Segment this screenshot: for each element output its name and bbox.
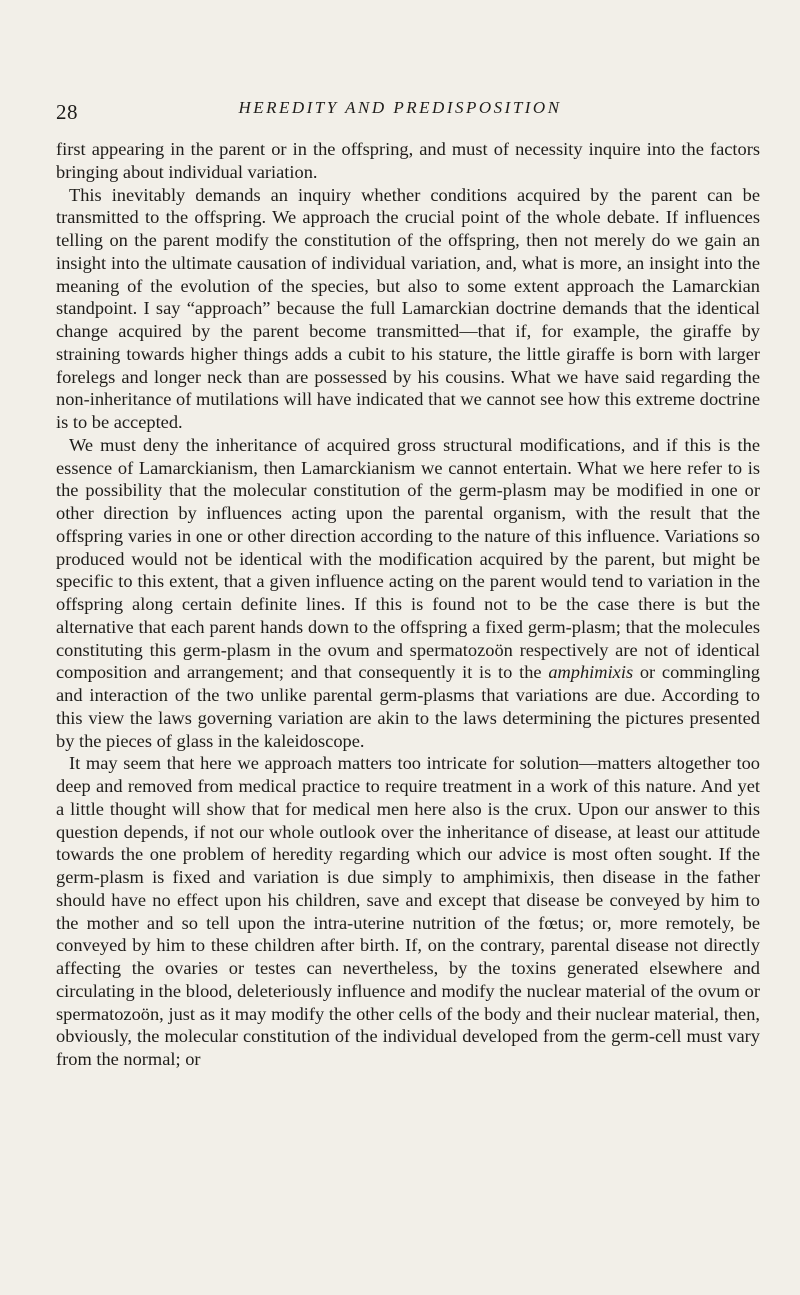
paragraph-germ-plasm-text-b: or commingling and interaction of the two unlike parental germ-plasms that variations are due. According to this view the laws governing variation are akin to the laws determining the pictures presented by the pieces of glass in the kaleidoscope. xyxy=(56,662,760,751)
paragraph-germ-plasm xyxy=(56,434,760,753)
paragraph-continued: first appearing in the parent or in the offspring, and must of necessity inquire into the factors bringing about individual variation. xyxy=(56,139,760,182)
emphasis-amphimixis: amphimixis xyxy=(548,662,634,683)
paragraph-medical-crux: It may seem that here we approach matters too intricate for solution—matters altogether too deep and removed from medical practice to require treatment in a work of this nature. And yet a little thought will show that for medical men here also is the crux. Upon our answer to this question depends, if not our whole outlook over the inheritance of disease, at least our attitude towards the one problem of heredity regarding which our advice is most often sought. If the germ-plasm is fixed and variation is due simply to amphimixis, then disease in the father should have no effect upon his children, save and except that disease be conveyed by him to the mother and so tell upon the intra-uterine nutrition of the fœtus; or, more remotely, be conveyed by him to these children after birth. If, on the contrary, parental disease not directly affecting the ovaries or testes can nevertheless, by the toxins generated elsewhere and circulating in the blood, deleteriously influence and modify the nuclear material of the ovum or spermatozoön, just as it may modify the other cells of the body and their nuclear material, then, obviously, the molecular constitution of the individual developed from the germ-cell must vary from the normal; or xyxy=(56,753,760,1069)
page-number: 28 xyxy=(56,100,78,124)
paragraph-germ-plasm-text-a: We must deny the inheritance of acquired gross structural modifications, and if this is the essence of Lamarckianism, then Lamarckianism we cannot entertain. What we here refer to is the possibility that the molecular constitution of the germ-plasm may be modified in one or other direction by influences acting upon the parental organism, with the result that the offspring varies in one or other direction according to the nature of this influence. Variations so produced would not be identical with the modification acquired by the parent, but might be specific to this extent, that a given influence acting on the parent would tend to variation in the offspring along certain definite lines. If this is found not to be the case there is but the alternative that each parent hands down to the offspring a fixed germ-plasm; that the molecules constituting this germ-plasm in the ovum and spermatozoön respectively are not of identical composition and arrangement; and that consequently it is to the xyxy=(56,434,760,683)
paragraph-lamarckian-approach: This inevitably demands an inquiry whether conditions acquired by the parent can be transmitted to the offspring. We approach the crucial point of the whole debate. If influences telling on the parent modify the constitution of the offspring, then not merely do we gain an insight into the ultimate causation of individual variation, and, what is more, an insight into the meaning of the evolution of the species, but also to some extent approach the Lamarckian standpoint. I say “approach” because the full Lamarckian doctrine demands that the identical change acquired by the parent become transmitted—that if, for example, the giraffe by straining towards higher things adds a cubit to his stature, the little giraffe is born with larger forelegs and longer neck than are possessed by his cousins. What we have said regarding the non-inheritance of mutilations will have indicated that we cannot see how this extreme doctrine is to be accepted. xyxy=(56,184,760,432)
running-title: HEREDITY AND PREDISPOSITION xyxy=(238,98,562,117)
body-text xyxy=(56,138,760,1071)
